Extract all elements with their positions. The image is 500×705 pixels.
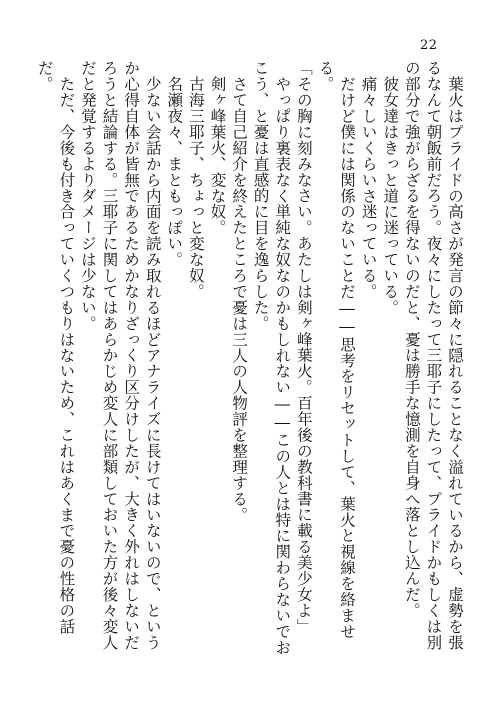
- paragraph: やっぱり裏表なく単純な奴なのかもしれない――この人とは特に関わらないでおこう、と憂は直感的に目を逸らした。: [251, 60, 292, 655]
- page-number: 22: [420, 38, 438, 53]
- paragraph: 彼女達はきっと道に迷っている。: [381, 75, 400, 315]
- paragraph: 古海三耶子、ちょっと変な奴。: [186, 75, 205, 299]
- paragraph: 葉火はプライドの高さが発言の節々に隠れることなく溢れているから、虚勢を張るなんて朝飯前だろう。夜々にしたって三耶子にしたって、プライドかもしくは別の部分で強がらざるを得ないのだと、憂は勝手な憶測を自身へ落とし込んだ。: [402, 60, 464, 651]
- dialogue-paragraph: 「その胸に刻みなさい。あたしは剣ヶ峰葉火。百年後の教科書に載る美少女よ」: [294, 60, 313, 635]
- paragraph: 名瀬夜々、まともっぽい。: [165, 75, 184, 267]
- paragraph: さて自己紹介を終えたところで憂は三人の人物評を整理する。: [230, 75, 249, 523]
- body-text: [35, 60, 465, 660]
- paragraph: 痛々しいくらいさ迷っている。: [359, 75, 378, 299]
- paragraph: 剣ヶ峰葉火、変な奴。: [208, 75, 227, 235]
- paragraph: 少ない会話から内面を読み取れるほどアナライズに長けてはいないので、というか心得自体が皆無であるためかなりざっくり区分けしたが、大きく外れはしないだろうと結論する。三耶子に関してはあらかじめ変人に部類しておいた方が後々変人だと発覚するよりダメージは少ない。: [78, 60, 162, 651]
- paragraph: ただ、今後も付き合っていくつもりはないため、これはあくまで憂の性格の話だ。: [35, 60, 76, 634]
- paragraph: だけど僕には関係のないことだ――思考をリセットして、葉火と視線を絡ませる。: [316, 60, 357, 639]
